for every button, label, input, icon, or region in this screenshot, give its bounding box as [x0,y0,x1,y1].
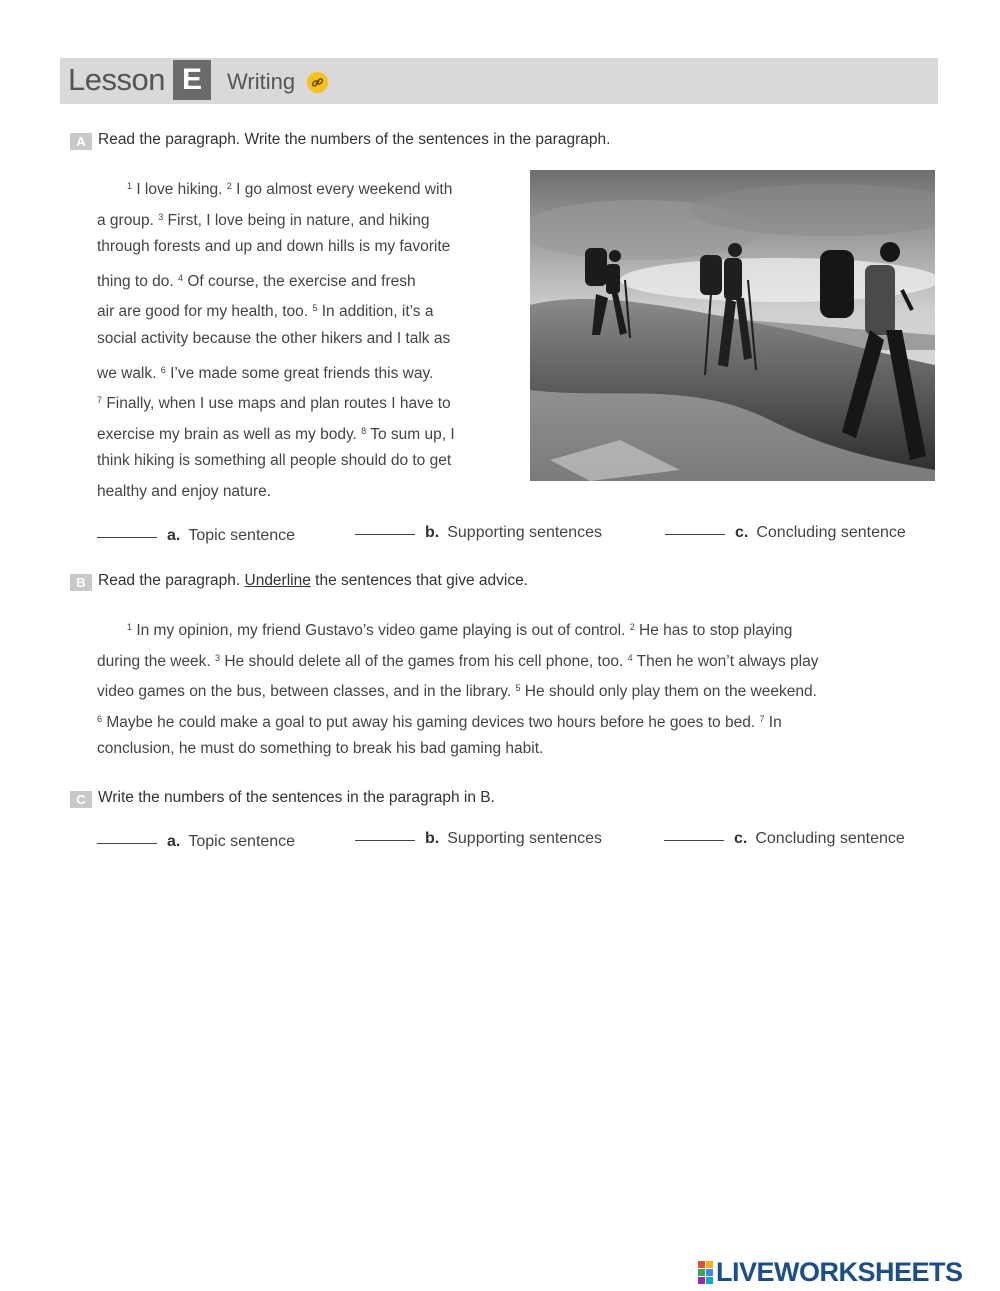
section-a-answer-a: a. Topic sentence [97,527,295,545]
sentence-text[interactable]: think hiking is something all people should do to get [97,452,452,470]
paragraph-line [97,355,455,386]
sentence-number: 6 [97,713,103,724]
answer-blank[interactable] [97,843,157,844]
sentence-text[interactable]: In [764,713,782,731]
sentence-text[interactable]: In addition, it’s a [317,303,434,321]
sentence-text[interactable]: I love hiking. [132,181,227,198]
paragraph-line [97,446,455,477]
paragraph-line [97,704,818,735]
logo-grid-icon [698,1261,713,1284]
sentence-number: 4 [627,652,633,663]
section-c-answer-c: c. Concluding sentence [664,830,905,848]
section-b-paragraph [97,612,818,765]
sentence-text[interactable]: conclusion, he must do something to break his bad gaming habit. [97,740,544,758]
sentence-text[interactable]: He has to stop playing [634,622,793,639]
answer-blank[interactable] [665,534,725,535]
lesson-type: Writing [227,69,296,94]
paragraph-line [97,643,818,674]
sentence-text[interactable]: exercise my brain as well as my body. [97,425,362,443]
hikers-photo-image [530,170,935,481]
chain-link-icon [311,76,324,89]
sentence-text[interactable]: Then he won’t always play [632,652,819,670]
paragraph-line [97,293,455,324]
sentence-text[interactable]: we walk. [97,364,161,382]
sentence-text[interactable]: healthy and enjoy nature. [97,482,272,500]
sentence-number: 6 [160,364,166,375]
answer-blank[interactable] [97,537,157,538]
sentence-number: 4 [178,272,184,283]
sentence-number: 1 [127,622,133,632]
paragraph-line [97,477,455,508]
answer-blank[interactable] [355,534,415,535]
paragraph-line [97,612,818,643]
lesson-word: Lesson [68,62,165,97]
sentence-text[interactable]: thing to do. [97,272,179,290]
sentence-number: 3 [158,211,164,222]
section-a-answer-b: b. Supporting sentences [355,524,602,542]
sentence-text[interactable]: through forests and up and down hills is my favorite [97,238,451,256]
sentence-text[interactable]: To sum up, I [366,425,455,443]
sentence-text[interactable]: Of course, the exercise and fresh [183,272,416,290]
paragraph-line [97,202,455,233]
section-c-label: C [70,791,92,808]
sentence-number: 8 [361,425,367,436]
sentence-text[interactable]: I’ve made some great friends this way. [165,364,434,382]
answer-blank[interactable] [664,840,724,841]
section-b-instruction: Read the paragraph. Underline the sentences that give advice. [98,572,528,589]
paragraph-line [97,416,455,447]
section-a-paragraph [97,171,455,508]
section-a-answer-c: c. Concluding sentence [665,524,906,542]
sentence-number: 5 [312,303,318,314]
section-a-instruction: Read the paragraph. Write the numbers of the sentences in the paragraph. [98,131,611,148]
link-icon[interactable] [307,72,328,93]
hikers-photo [530,170,935,481]
paragraph-line [97,673,818,704]
paragraph-line [97,263,455,294]
paragraph-line [97,734,818,765]
sentence-text[interactable]: video games on the bus, between classes, and in the library. [97,683,516,701]
sentence-text[interactable]: during the week. [97,652,216,670]
sentence-text[interactable]: In my opinion, my friend Gustavo’s video game playing is out of control. [132,622,630,639]
paragraph-line [97,232,455,263]
section-c-answer-b: b. Supporting sentences [355,830,602,848]
paragraph-line [97,324,455,355]
sentence-number: 2 [226,181,232,191]
sentence-text[interactable]: First, I love being in nature, and hiking [163,211,430,229]
section-b-label: B [70,574,92,591]
sentence-number: 2 [629,622,635,632]
sentence-number: 7 [97,395,103,406]
section-c-answer-a: a. Topic sentence [97,833,295,851]
sentence-text[interactable]: Maybe he could make a goal to put away his gaming devices two hours before he goes to bed. [102,713,760,731]
sentence-number: 5 [515,683,521,694]
sentence-number: 3 [215,652,221,663]
sentence-text[interactable]: a group. [97,211,159,229]
brand-text: LIVEWORKSHEETS [716,1257,963,1287]
answer-blank[interactable] [355,840,415,841]
sentence-text[interactable]: I go almost every weekend with [231,181,453,198]
sentence-text[interactable]: social activity because the other hikers and I talk as [97,329,451,347]
sentence-number: 7 [759,713,765,724]
sentence-number: 1 [127,181,133,191]
sentence-text[interactable]: air are good for my health, too. [97,303,313,321]
sentence-text[interactable]: He should only play them on the weekend. [520,683,817,701]
paragraph-line [97,385,455,416]
section-c-instruction: Write the numbers of the sentences in the paragraph in B. [98,789,495,806]
sentence-text[interactable]: He should delete all of the games from his cell phone, too. [220,652,628,670]
section-a-label: A [70,133,92,150]
paragraph-line [97,171,455,202]
sentence-text[interactable]: Finally, when I use maps and plan routes I have to [102,395,451,413]
lesson-letter: E [173,60,211,100]
liveworksheets-logo[interactable] [698,1257,963,1288]
